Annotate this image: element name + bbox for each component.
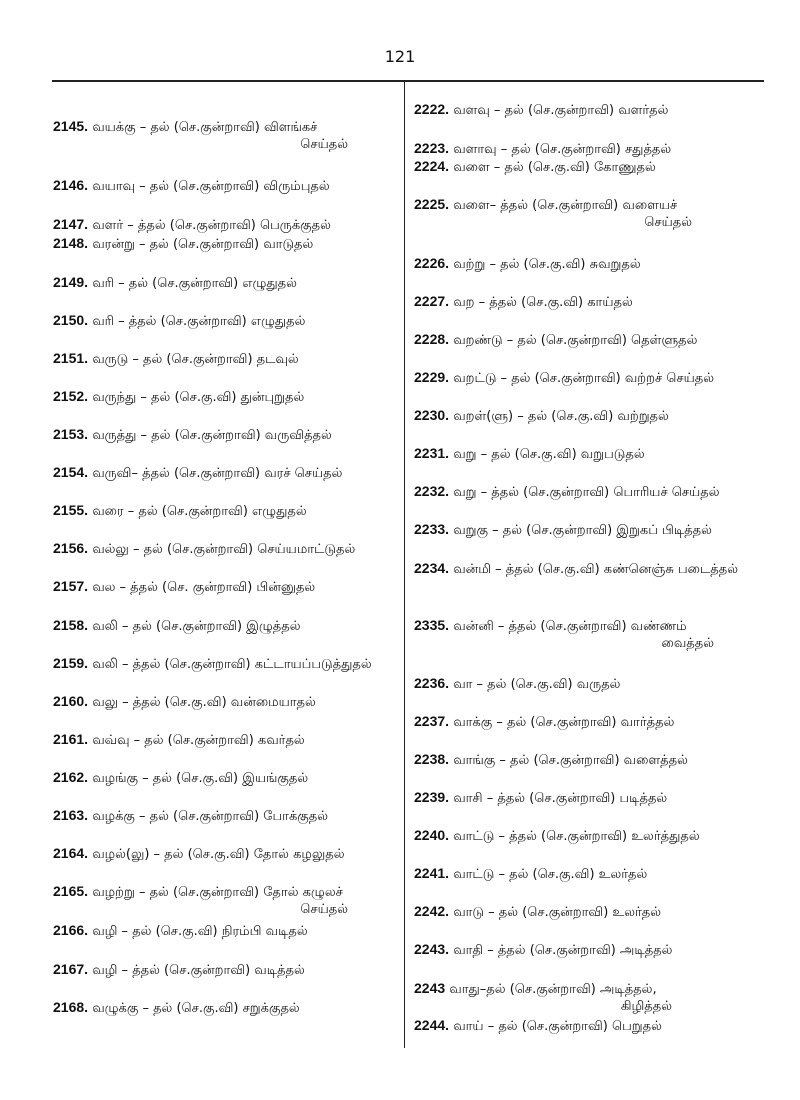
entry: 2156. வல்லு – தல் (செ.குன்றாவி) செய்யமாட்டுதல் — [53, 540, 356, 557]
entry: 2234. வன்மி – த்தல் (செ.கு.வி) கண்னெஞ்சு படைத்தல் — [414, 560, 738, 577]
page-number: 121 — [384, 47, 416, 66]
entry: 2148. வரன்று – தல் (செ.குன்றாவி) வாடுதல் — [53, 235, 314, 252]
entry: 2244. வாய் – தல் (செ.குன்றாவி) பெறுதல் — [414, 1017, 662, 1034]
entry: 2164. வழல்(லு) – தல் (செ.கு.வி) தோல் கழலுதல் — [53, 845, 345, 862]
entry: 2238. வாங்கு – தல் (செ.குன்றாவி) வளைத்தல் — [414, 751, 688, 768]
entry: 2224. வளை – தல் (செ.கு.வி) கோணுதல் — [414, 158, 656, 175]
entry: 2237. வாக்கு – தல் (செ.குன்றாவி) வார்த்தல் — [414, 713, 675, 730]
entry: 2151. வருடு – தல் (செ.குன்றாவி) தடவுல் — [53, 350, 299, 367]
entry: 2153. வருத்து – தல் (செ.குன்றாவி) வருவித்தல் — [53, 426, 332, 443]
entry: 2236. வா – தல் (செ.கு.வி) வருதல் — [414, 675, 621, 692]
entry: 2231. வறு – தல் (செ.கு.வி) வறுபடுதல் — [414, 445, 645, 462]
entry: 2157. வல – த்தல் (செ. குன்றாவி) பின்னுதல் — [53, 578, 316, 595]
entry: 2243 வாது–தல் (செ.குன்றாவி) அடித்தல், கிழித்தல் — [414, 980, 672, 1014]
entry: 2240. வாட்டு – த்தல் (செ.குன்றாவி) உலர்த்துதல் — [414, 827, 700, 844]
entry: 2229. வறட்டு – தல் (செ.குன்றாவி) வற்றச் செய்தல் — [414, 369, 715, 386]
entry: 2228. வறண்டு – தல் (செ.குன்றாவி) தெள்ளுதல் — [414, 331, 698, 348]
entry: 2165. வழற்று – தல் (செ.குன்றாவி) தோல் கழுலச் செய்தல் — [53, 883, 348, 917]
entry: 2145. வயக்கு – தல் (செ.குன்றாவி) விளங்கச் செய்தல் — [53, 118, 348, 152]
entry: 2223. வளாவு – தல் (செ.குன்றாவி) சதுத்தல் — [414, 140, 672, 157]
entry: 2239. வாசி – த்தல் (செ.குன்றாவி) படித்தல் — [414, 789, 668, 806]
entry: 2166. வழி – தல் (செ.கு.வி) நிரம்பி வடிதல் — [53, 922, 308, 939]
entry: 2159. வலி – த்தல் (செ.குன்றாவி) கட்டாயப்படுத்துதல் — [53, 655, 372, 672]
entry: 2226. வற்று – தல் (செ.கு.வி) சுவறுதல் — [414, 255, 641, 272]
entry: 2150. வரி – த்தல் (செ.குன்றாவி) எழுதுதல் — [53, 312, 306, 329]
entry: 2147. வளர் – த்தல் (செ.குன்றாவி) பெருக்குதல் — [53, 216, 331, 233]
entry: 2155. வரை – தல் (செ.குன்றாவி) எழுதுதல் — [53, 502, 307, 519]
entry: 2233. வறுகு – தல் (செ.குன்றாவி) இறுகப் பிடித்தல் — [414, 521, 712, 538]
entry: 2168. வழுக்கு – தல் (செ.கு.வி) சறுக்குதல் — [53, 999, 300, 1016]
header-rule — [52, 80, 764, 82]
column-divider — [404, 80, 405, 1048]
entry: 2227. வற – த்தல் (செ.கு.வி) காய்தல் — [414, 293, 633, 310]
entry: 2230. வறள்(ளு) – தல் (செ.கு.வி) வற்றுதல் — [414, 407, 669, 424]
entry: 2158. வலி – தல் (செ.குன்றாவி) இழுத்தல் — [53, 617, 301, 634]
entry: 2222. வளவு – தல் (செ.குன்றாவி) வளர்தல் — [414, 101, 669, 118]
entry: 2335. வன்னி – த்தல் (செ.குன்றாவி) வண்ணம் வைத்தல் — [414, 617, 714, 651]
entry: 2243. வாதி – த்தல் (செ.குன்றாவி) அடித்தல் — [414, 941, 673, 958]
entry: 2241. வாட்டு – தல் (செ.கு.வி) உலர்தல் — [414, 865, 648, 882]
entry: 2163. வழக்கு – தல் (செ.குன்றாவி) போக்குதல் — [53, 807, 329, 824]
entry: 2154. வருவி– த்தல் (செ.குன்றாவி) வரச் செய்தல் — [53, 464, 343, 481]
entry: 2232. வறு – த்தல் (செ.குன்றாவி) பொரியச் செய்தல் — [414, 483, 720, 500]
entry: 2162. வழங்கு – தல் (செ.கு.வி) இயங்குதல் — [53, 769, 309, 786]
entry: 2152. வருந்து – தல் (செ.கு.வி) துன்புறுதல் — [53, 388, 305, 405]
entry: 2167. வழி – த்தல் (செ.குன்றாவி) வடித்தல் — [53, 961, 305, 978]
entry: 2149. வரி – தல் (செ.குன்றாவி) எழுதுதல் — [53, 274, 297, 291]
entry: 2146. வயாவு – தல் (செ.குன்றாவி) விரும்புதல் — [53, 177, 330, 194]
entry: 2161. வவ்வு – தல் (செ.குன்றாவி) கவர்தல் — [53, 731, 305, 748]
entry: 2225. வளை– த்தல் (செ.குன்றாவி) வளையச் செய்தல் — [414, 196, 692, 230]
entry: 2242. வாடு – தல் (செ.குன்றாவி) உலர்தல் — [414, 903, 662, 920]
entry: 2160. வலு – த்தல் (செ.கு.வி) வன்மையாதல் — [53, 693, 316, 710]
